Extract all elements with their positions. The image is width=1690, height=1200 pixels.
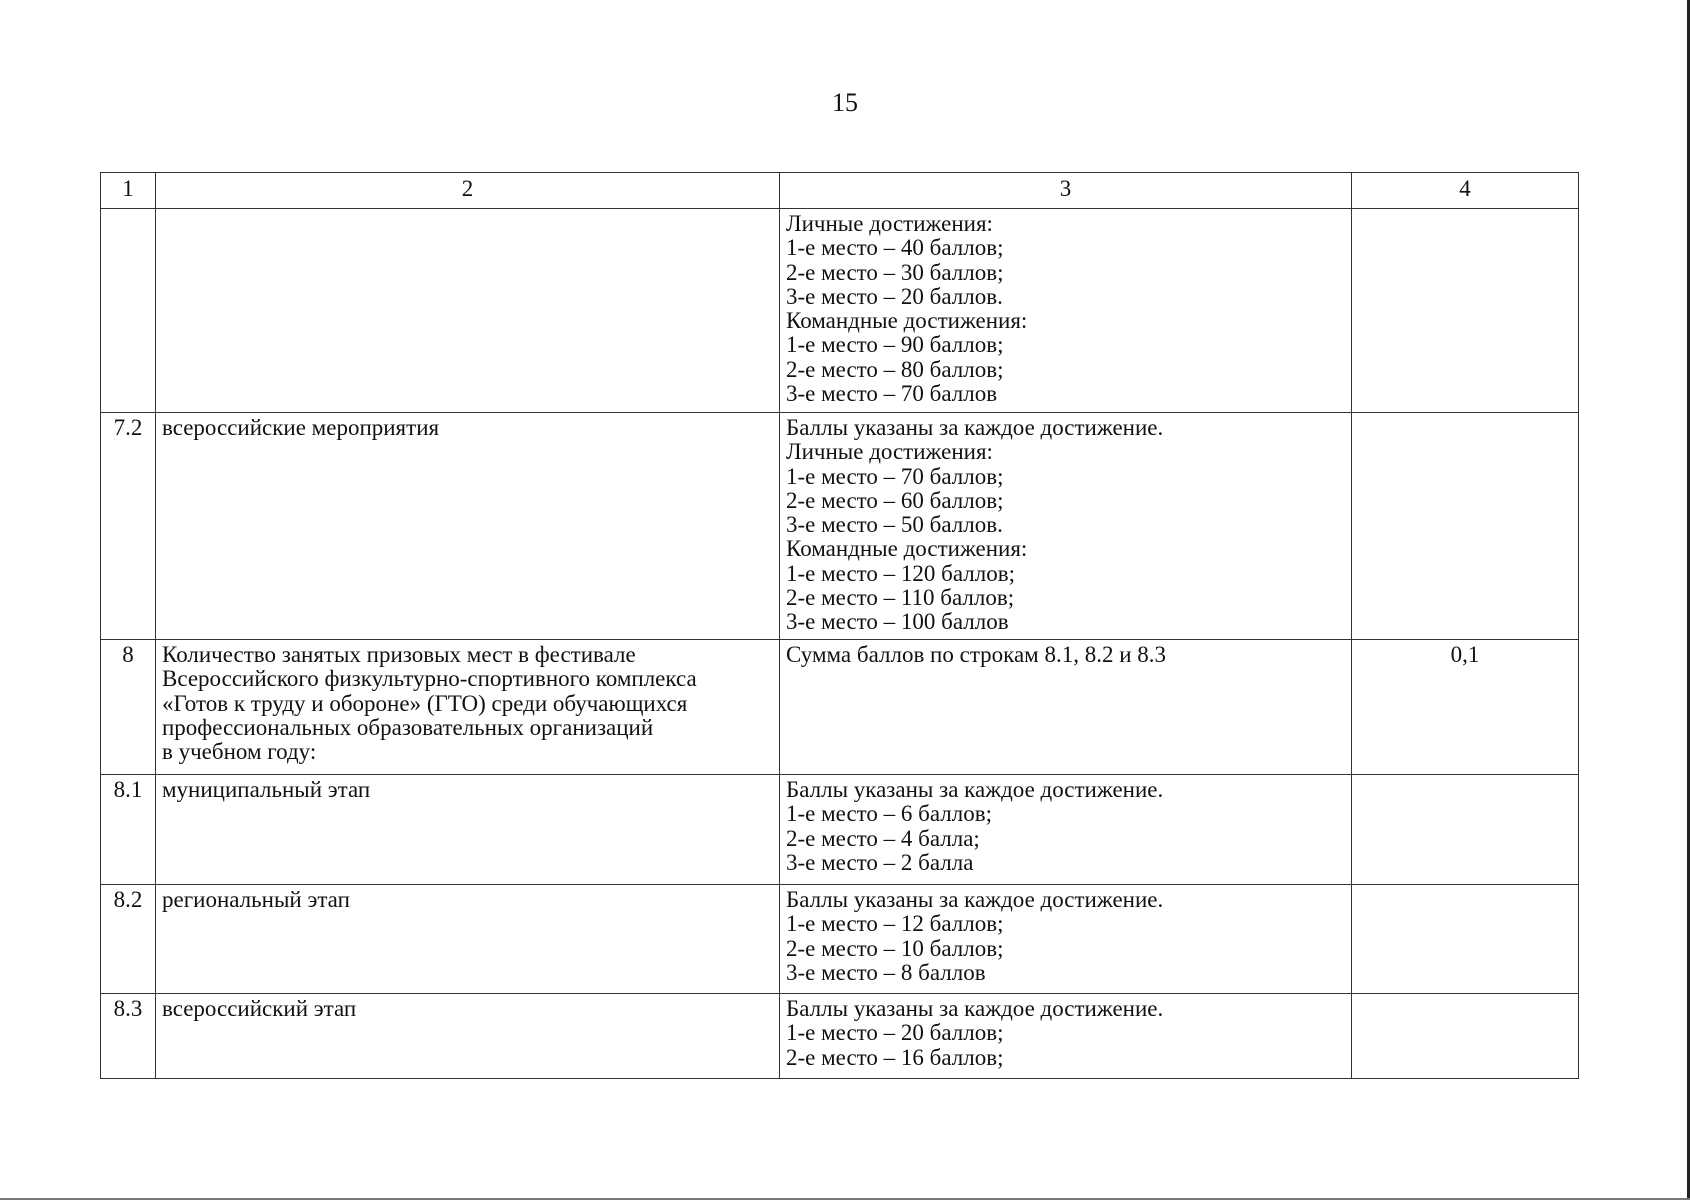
table-row	[101, 994, 1579, 1079]
description-line: Баллы указаны за каждое достижение.	[786, 887, 1164, 912]
header-cell-4: 4	[1352, 173, 1579, 209]
row-number	[101, 209, 156, 413]
row-description	[780, 775, 1352, 885]
row-description	[780, 885, 1352, 994]
criteria-table	[100, 172, 1579, 1079]
description-line: 1-е место – 40 баллов;	[786, 235, 1004, 261]
description-line: 2-е место – 80 баллов;	[786, 356, 1004, 382]
description-line: 1-е место – 20 баллов;	[786, 1020, 1004, 1046]
name-line: Количество занятых призовых мест в фестивале	[162, 642, 636, 667]
row-name: муниципальный этап	[156, 775, 780, 885]
row-name: всероссийский этап	[156, 994, 780, 1079]
description-line: 3-е место – 50 баллов.	[786, 512, 1003, 538]
description-line: Личные достижения:	[786, 439, 993, 465]
description-line: 3-е место – 20 баллов.	[786, 283, 1003, 309]
row-value	[1352, 994, 1579, 1079]
table-row	[101, 413, 1579, 640]
description-line: 2-е место – 4 балла;	[786, 825, 980, 851]
header-cell-3: 3	[780, 173, 1352, 209]
description-line: 3-е место – 8 баллов	[786, 959, 986, 985]
description-line: 3-е место – 2 балла	[786, 849, 974, 875]
description-line: 1-е место – 70 баллов;	[786, 463, 1004, 489]
description-line: 2-е место – 30 баллов;	[786, 259, 1004, 285]
row-value: 0,1	[1352, 640, 1579, 775]
row-description	[780, 640, 1352, 775]
description-line: Командные достижения:	[786, 308, 1028, 334]
description-line: 2-е место – 10 баллов;	[786, 935, 1004, 961]
row-value	[1352, 775, 1579, 885]
row-description	[780, 994, 1352, 1079]
name-line: Всероссийского физкультурно-спортивного комплекса	[162, 666, 697, 692]
header-cell-1: 1	[101, 173, 156, 209]
description-line: Командные достижения:	[786, 536, 1028, 562]
row-description	[780, 209, 1352, 413]
name-line: профессиональных образовательных организаций	[162, 714, 654, 740]
row-value	[1352, 413, 1579, 640]
name-line: «Готов к труду и обороне» (ГТО) среди обучающихся	[162, 690, 688, 716]
table-header-row	[101, 173, 1579, 209]
description-line: 2-е место – 16 баллов;	[786, 1044, 1004, 1070]
table-row	[101, 209, 1579, 413]
table-row	[101, 775, 1579, 885]
row-number: 7.2	[101, 413, 156, 640]
row-number: 8	[101, 640, 156, 775]
description-line: 1-е место – 12 баллов;	[786, 911, 1004, 937]
description-line: 3-е место – 70 баллов	[786, 381, 998, 407]
row-value	[1352, 209, 1579, 413]
table-row	[101, 885, 1579, 994]
row-number: 8.1	[101, 775, 156, 885]
row-name	[156, 640, 780, 775]
description-line: 2-е место – 110 баллов;	[786, 585, 1015, 611]
description-line: 1-е место – 120 баллов;	[786, 560, 1015, 586]
header-cell-2: 2	[156, 173, 780, 209]
row-number: 8.3	[101, 994, 156, 1079]
description-line: 1-е место – 90 баллов;	[786, 332, 1004, 358]
description-line: Баллы указаны за каждое достижение.	[786, 996, 1164, 1021]
description-line: Баллы указаны за каждое достижение.	[786, 777, 1164, 802]
description-line: 2-е место – 60 баллов;	[786, 487, 1004, 513]
row-number: 8.2	[101, 885, 156, 994]
table-row	[101, 640, 1579, 775]
description-line: 1-е место – 6 баллов;	[786, 801, 992, 827]
row-name: всероссийские мероприятия	[156, 413, 780, 640]
description-line: Баллы указаны за каждое достижение.	[786, 415, 1164, 440]
row-name	[156, 209, 780, 413]
description-line: Личные достижения:	[786, 211, 993, 236]
description-line: 3-е место – 100 баллов	[786, 609, 1009, 635]
row-name: региональный этап	[156, 885, 780, 994]
row-description	[780, 413, 1352, 640]
name-line: в учебном году:	[162, 739, 317, 765]
page-number: 15	[832, 88, 858, 117]
row-value	[1352, 885, 1579, 994]
description-line: Сумма баллов по строкам 8.1, 8.2 и 8.3	[786, 642, 1167, 667]
